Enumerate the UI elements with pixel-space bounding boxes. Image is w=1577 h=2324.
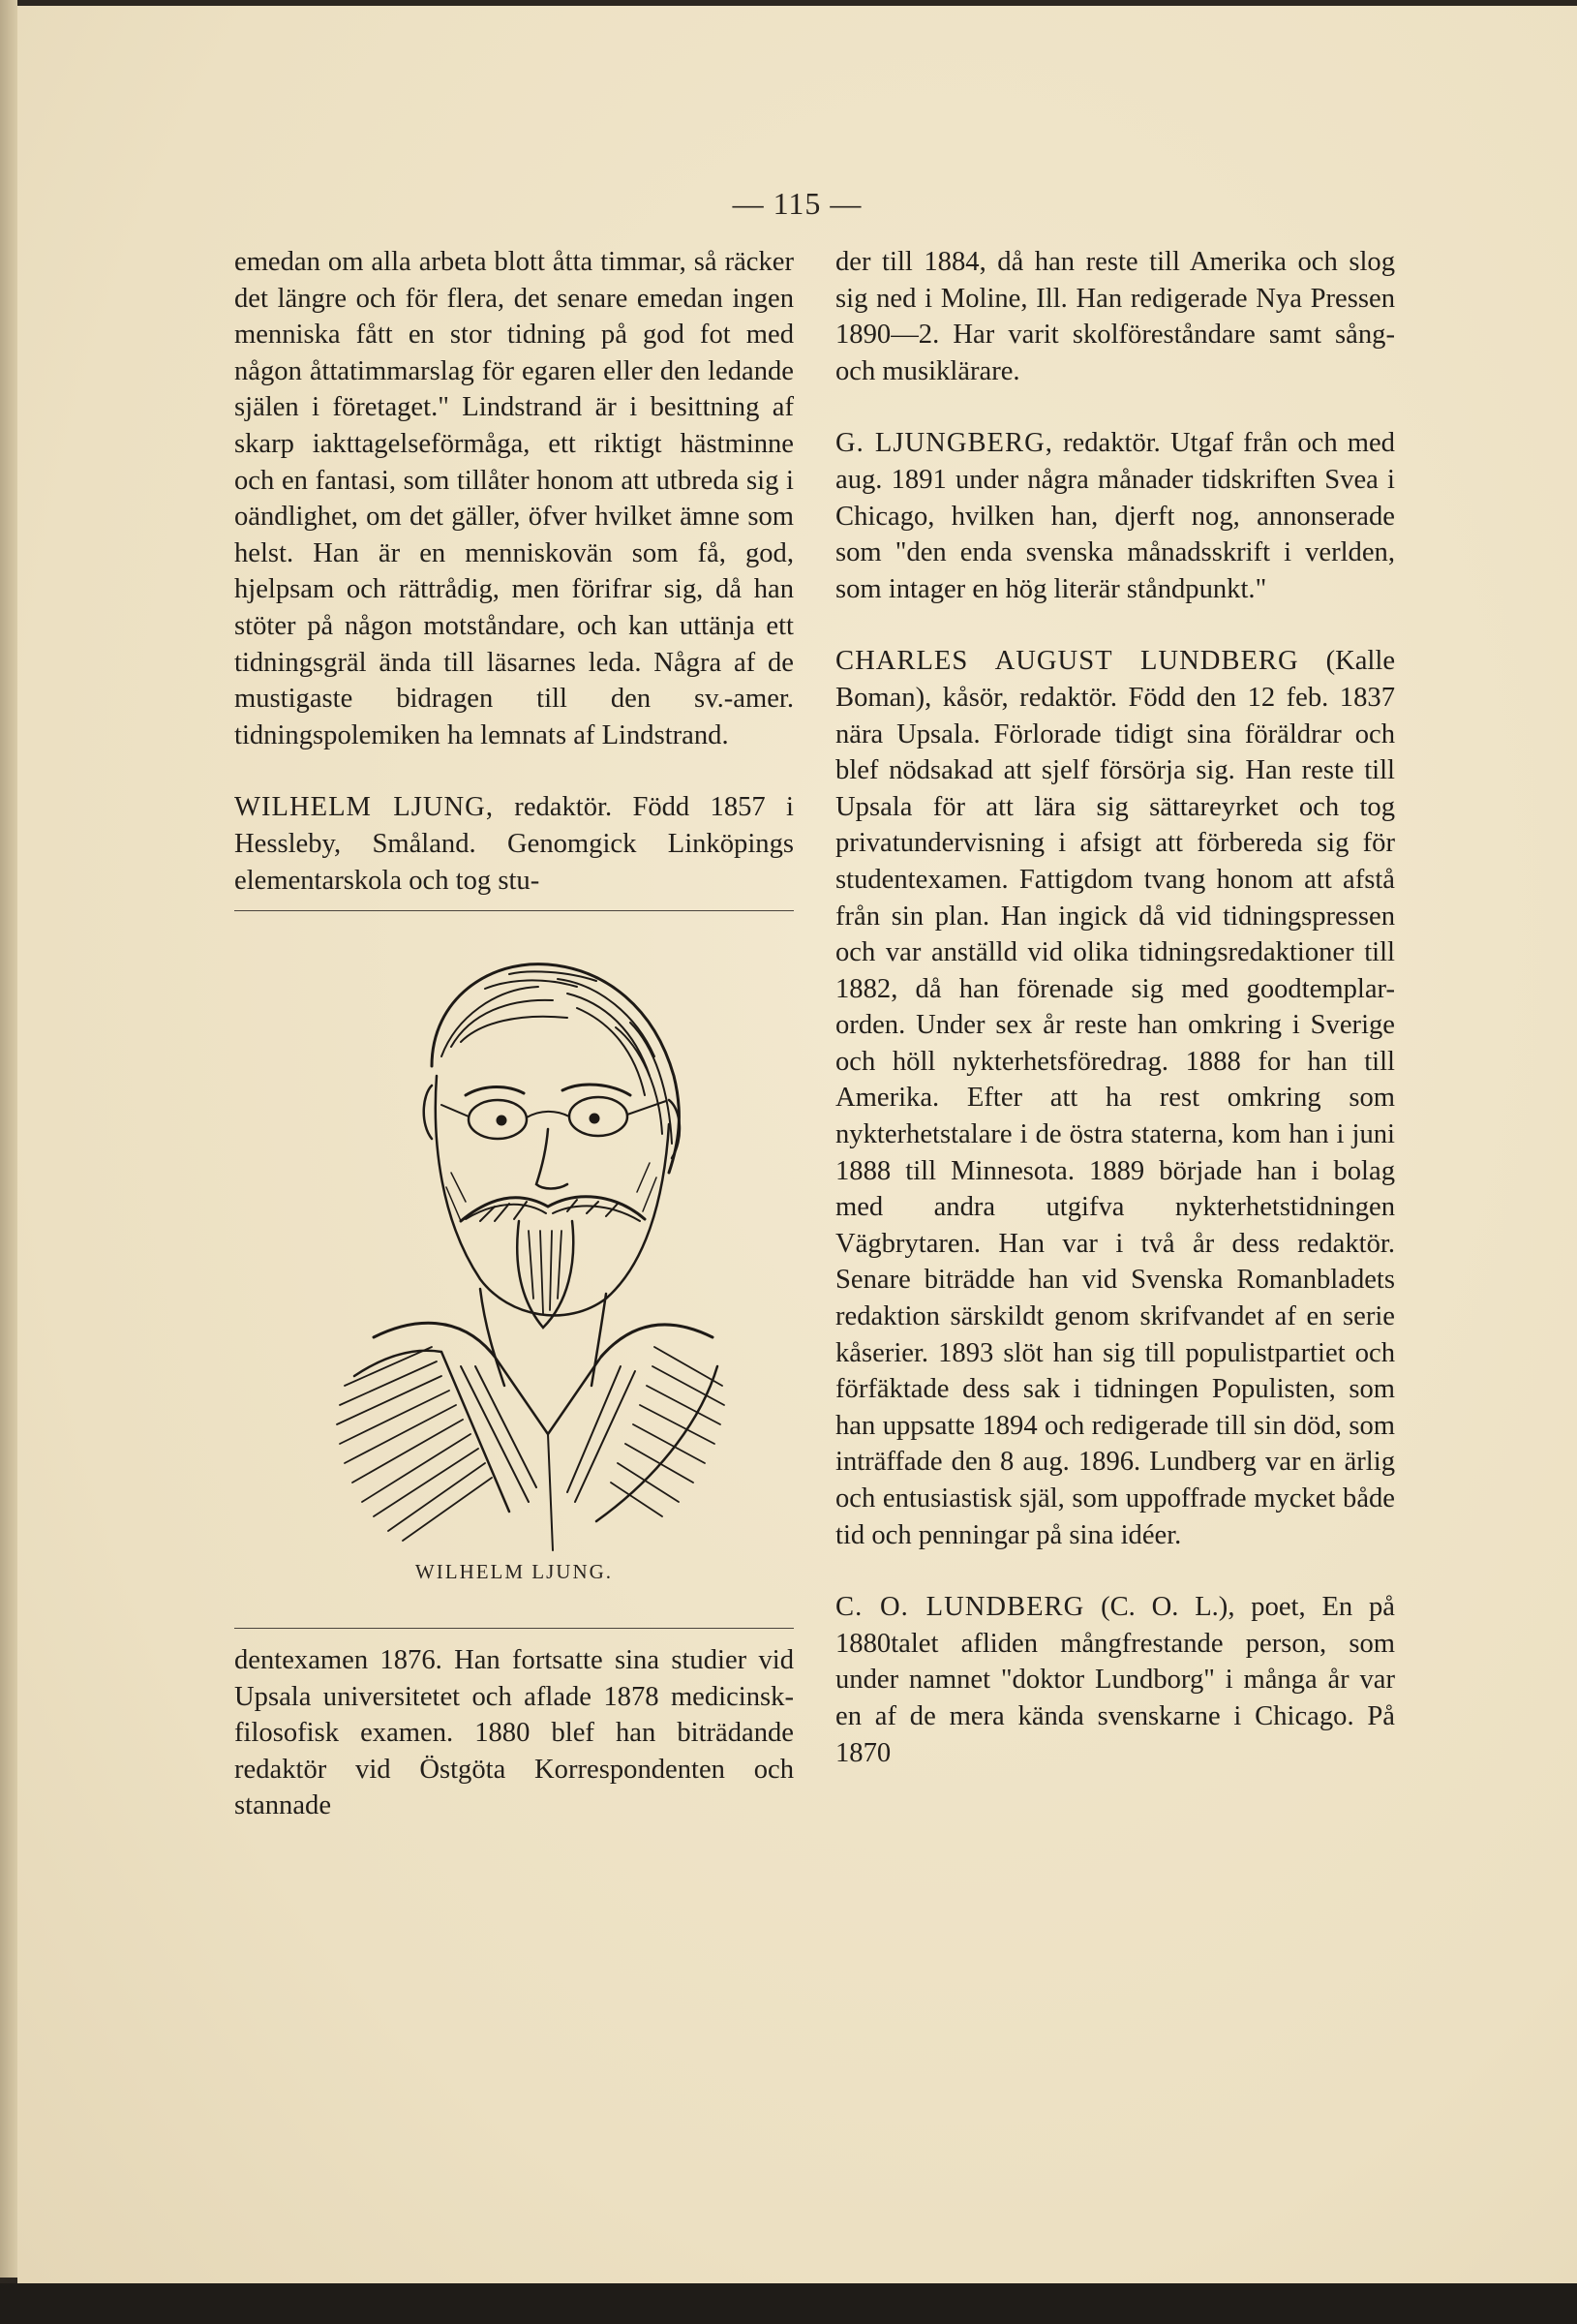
left-paragraph-2 [234, 789, 794, 899]
portrait-drawing [287, 931, 742, 1560]
book-page [17, 6, 1577, 2283]
left-paragraph-3: dentexamen 1876. Han fortsatte sina studier vid Upsala universitetet och aflade 1878 medicinsk-filosofisk examen. 1880 blef han biträdande redaktör vid Östgöta Korrespondenten och stannade [234, 1645, 794, 1821]
right-paragraph-4 [835, 1589, 1395, 1771]
left-paragraph-1: emedan om alla arbeta blott åtta timmar, så räcker det längre och för flera, det senare emedan ingen menniska fått en stor tidning på god fot med någon åttatimmarslag för egaren eller den ledande själen i företaget." Lindstrand är i besittning af skarp iakttagelseförmåga, ett riktigt hästminne och en fantasi, som tillåter honom att utbreda sig i oändlighet, om det gäller, öfver hvilket ämne som helst. Han är en menniskovän som få, god, hjelpsam och rättrådig, men förifrar sig, då han stöter på någon motståndare, och kan uttänja ett tidningsgräl ända till läsarnes leda. Några af de mustigaste bidragen till den sv.-amer. tidningspolemiken ha lemnats af Lindstrand. [234, 247, 794, 750]
scan-bottom-border [0, 2283, 1577, 2324]
portrait-illustration [234, 921, 794, 1560]
right-paragraph-3 [835, 643, 1395, 1553]
entry-name-c-o-lundberg: C. O. LUNDBERG [835, 1592, 1085, 1623]
entry-text-wilhelm-ljung: redaktör. Född 1857 i Hessleby, Småland. Genomgick Linköpings elementarskola och tog stu- [234, 792, 794, 896]
entry-text-c-o-lundberg: (C. O. L.), poet, En på 1880talet afliden mångfrestande person, som under namnet "doktor Lundborg" i många år var en af de mera kända svenskarne i Chicago. På 1870 [835, 1592, 1395, 1768]
right-paragraph-2 [835, 425, 1395, 607]
page-binding-edge [0, 0, 17, 2278]
portrait-bottom-rule [234, 1628, 794, 1629]
entry-name-charles-august-lundberg: CHARLES AUGUST LUNDBERG [835, 646, 1299, 677]
page-number: — 115 — [732, 186, 863, 221]
entry-name-wilhelm-ljung: WILHELM LJUNG, [234, 792, 494, 823]
left-column [234, 244, 794, 1824]
entry-text-g-ljungberg: redaktör. Utgaf från och med aug. 1891 under några månader tidskriften Svea i Chicago, hvilken han, djerft nog, annonserade som "den enda svenska månadsskrift i verlden, som intager en hög literär ståndpunkt." [835, 428, 1395, 604]
portrait-top-rule [234, 910, 794, 911]
right-column [835, 244, 1395, 1771]
entry-text-charles-august-lundberg: (Kalle Boman), kåsör, redaktör. Född den 12 feb. 1837 nära Upsala. Förlorade tidigt sina föräldrar och blef nödsakad att sjelf försörja sig. Han reste till Upsala för att lära sig sättareyrket och tog privatundervisning i afsigt att förbereda sig för studentexamen. Fattigdom tvang honom att afstå från sin plan. Han ingick då vid tidningspressen och var anställd vid olika tidningsredaktioner till 1882, då han förenade sig med goodtemplar-orden. Under sex år reste han omkring i Sverige och höll nykterhetsföredrag. 1888 for han till Amerika. Efter att ha rest omkring som nykterhetstalare i de östra staterna, kom han i juni 1888 till Minnesota. 1889 började han i bolag med andra utgifva nykterhetstidningen Vägbrytaren. Han var i två år dess redaktör. Senare biträdde han vid Svenska Romanbladets redaktion särskildt genom skrifvandet af en serie kåserier. 1893 slöt han sig till populistpartiet och förfäktade dess sak i tidningen Populisten, som han uppsatte 1894 och redigerade till sin död, som inträffade den 8 aug. 1896. Lundberg var en ärlig och entusiastisk själ, som uppoffrade mycket både tid och penningar på sina idéer. [835, 646, 1396, 1550]
portrait-caption: WILHELM LJUNG. [414, 1560, 614, 1584]
entry-name-g-ljungberg: G. LJUNGBERG, [835, 428, 1053, 459]
right-paragraph-1: der till 1884, då han reste till Amerika och slog sig ned i Moline, Ill. Han redigerade Nya Pressen 1890—2. Har varit skolföreståndare samt sång- och musiklärare. [835, 247, 1395, 386]
